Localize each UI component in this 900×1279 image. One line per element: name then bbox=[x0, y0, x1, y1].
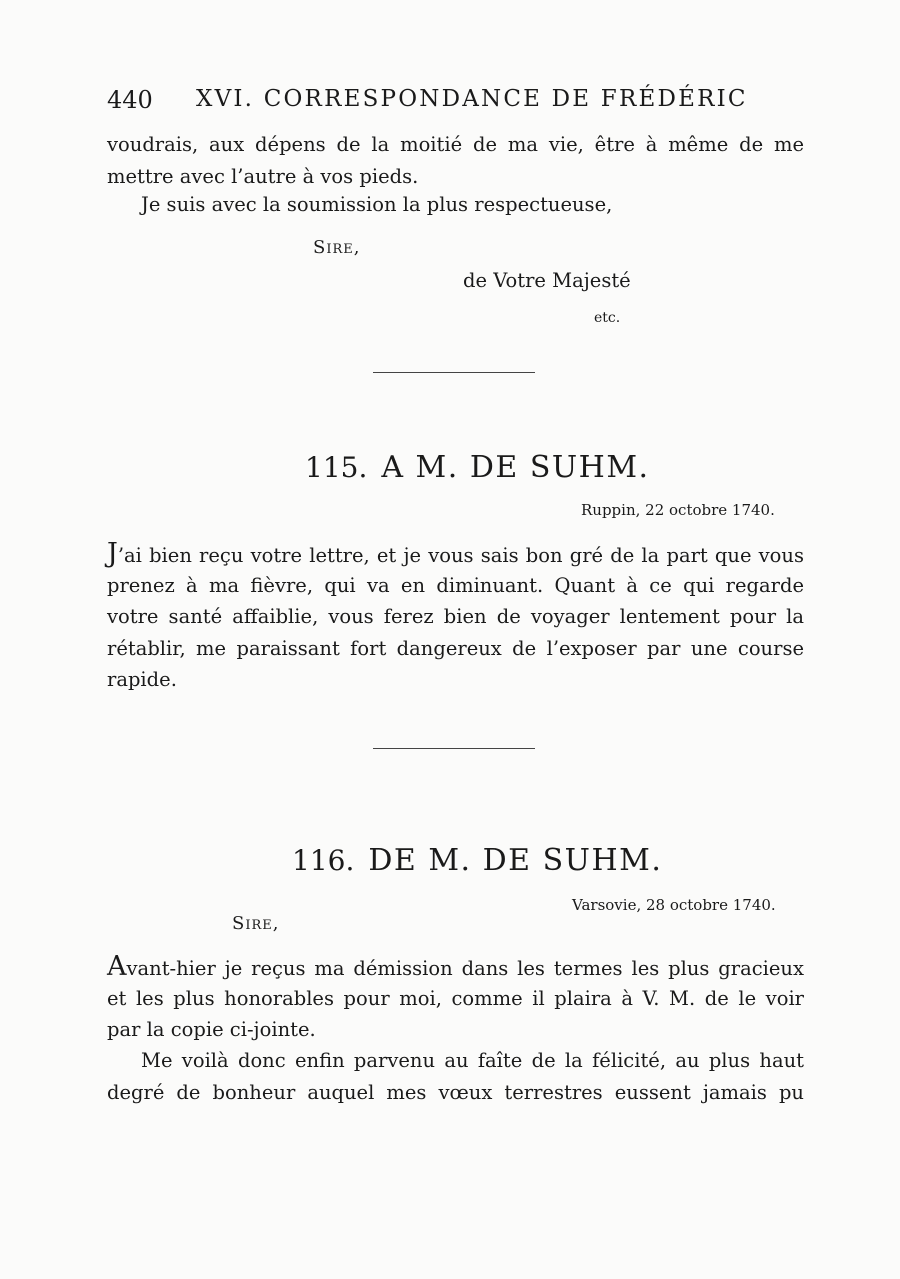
section-divider bbox=[373, 748, 535, 749]
letter-115-heading bbox=[305, 450, 650, 485]
text-line: et les plus honorables pour moi, comme il plaira à V. M. de le voir bbox=[107, 986, 804, 1010]
page-number: 440 bbox=[107, 86, 153, 114]
text-line: degré de bonheur auquel mes vœux terrestres eussent jamais pu bbox=[107, 1080, 804, 1104]
letter-title: DE M. DE SUHM. bbox=[368, 843, 663, 878]
letter-115-body bbox=[107, 538, 804, 696]
letter-116-body-2 bbox=[107, 1045, 804, 1108]
text-line: Me voilà donc enfin parvenu au faîte de la félicité, au plus haut bbox=[141, 1049, 804, 1072]
running-title: XVI. CORRESPONDANCE DE FRÉDÉRIC bbox=[196, 86, 748, 112]
section-divider bbox=[373, 372, 535, 373]
closing-majesty: de Votre Majesté bbox=[463, 269, 631, 292]
text-line: prenez à ma fièvre, qui va en diminuant. Quant à ce qui regarde bbox=[107, 573, 804, 597]
letter-116-dateline: Varsovie, 28 octobre 1740. bbox=[572, 896, 776, 914]
drop-cap: J bbox=[107, 538, 118, 569]
salutation-line: Je suis avec la soumission la plus respectueuse, bbox=[141, 193, 613, 216]
closing-etc: etc. bbox=[594, 310, 621, 326]
letter-115-dateline: Ruppin, 22 octobre 1740. bbox=[581, 501, 775, 519]
drop-cap: A bbox=[107, 951, 127, 982]
letter-116-body-1 bbox=[107, 951, 804, 1046]
letter-116-heading bbox=[292, 843, 662, 878]
text-line: votre santé affaiblie, vous ferez bien de voyager lentement pour la bbox=[107, 605, 804, 628]
closing-sire: Sire, bbox=[313, 237, 361, 258]
letter-116-sire: Sire, bbox=[232, 913, 280, 934]
text-line: voudrais, aux dépens de la moitié de ma vie, être à même de me bbox=[107, 133, 804, 156]
letter-number: 115. bbox=[305, 451, 368, 484]
text-line: mettre avec l’autre à vos pieds. bbox=[107, 164, 419, 188]
text-line: rétablir, me paraissant fort dangereux de l’exposer par une course bbox=[107, 636, 804, 660]
text-line: vant-hier je reçus ma démission dans les termes les plus gracieux bbox=[126, 957, 804, 980]
letter-number: 116. bbox=[292, 844, 355, 877]
closing-paragraph bbox=[107, 129, 804, 192]
text-line: ’ai bien reçu votre lettre, et je vous sais bon gré de la part que vous bbox=[117, 544, 804, 567]
text-line: rapide. bbox=[107, 668, 177, 691]
letter-title: A M. DE SUHM. bbox=[381, 450, 650, 485]
text-line: par la copie ci-jointe. bbox=[107, 1018, 316, 1041]
